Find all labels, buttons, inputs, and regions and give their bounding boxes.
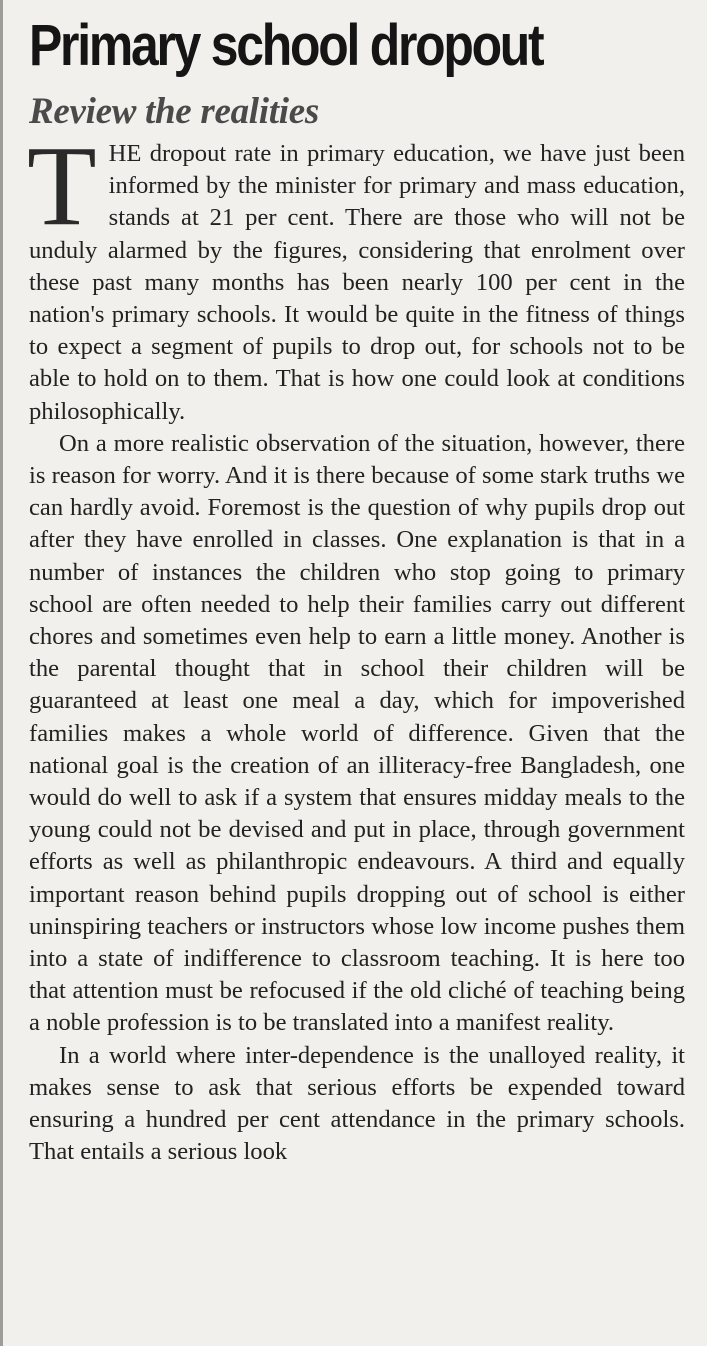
subheadline: Review the realities [29,91,319,132]
drop-cap: T [27,122,97,249]
paragraph-1 [27,122,685,428]
headline: Primary school dropout [29,13,543,78]
article-body [27,122,685,1169]
paragraph-2: On a more realistic observation of the situation, however, there is reason for worry. And it is there because of some stark truths we can hardly avoid. Foremost is the question of why pupils drop out after they have enrolled in classes. One explanation is that in a number of instances the children who stop going to primary school are often needed to help their families carry out different chores and sometimes even help to earn a little money. Another is the parental thought that in school their children will be guaranteed at least one meal a day, which for impoverished families makes a whole world of difference. Given that the national goal is the creation of an illiteracy-free Bangladesh, one would do well to ask if a system that ensures midday meals to the young could not be devised and put in place, through government efforts as well as philanthropic endeavours. A third and equally important reason behind pupils dropping out of school is either uninspiring teachers or instructors whose low income pushes them into a state of indifference to classroom teaching. It is here too that attention must be refocused if the old cliché of teaching being a noble profession is to be translated into a manifest reality. [29,429,685,1037]
paragraph-3: In a world where inter-dependence is the unalloyed reality, it makes sense to ask that serious efforts be expended toward ensuring a hundred per cent attendance in the primary schools. That entails a serious look [29,1041,685,1166]
paragraph-1-text: HE dropout rate in primary education, we have just been informed by the minister for primary and mass education, stands at 21 per cent. There are those who will not be unduly alarmed by the figures, considering that enrolment over these past many months has been nearly 100 per cent in the nation's primary schools. It would be quite in the fitness of things to expect a segment of pupils to drop out, for schools not to be able to hold on to them. That is how one could look at conditions philosophically. [29,140,685,425]
